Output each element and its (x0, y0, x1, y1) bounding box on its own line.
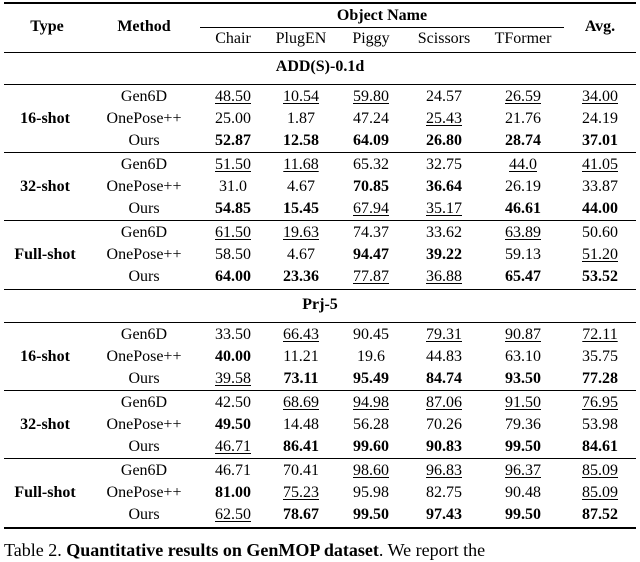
value-cell: 66.43 (283, 326, 319, 343)
value-cell: 70.41 (283, 462, 319, 479)
method-cell: OnePose++ (106, 348, 182, 365)
value-cell: 90.83 (426, 438, 462, 455)
value-cell: 4.67 (287, 178, 315, 195)
header-object-chair: Chair (215, 30, 251, 47)
rule-line (4, 289, 636, 290)
value-cell: 44.0 (509, 156, 537, 173)
value-cell: 93.50 (505, 370, 541, 387)
value-cell: 77.28 (582, 370, 618, 387)
value-cell: 85.09 (582, 484, 618, 501)
value-cell: 79.36 (505, 416, 541, 433)
header-method: Method (117, 18, 171, 35)
value-cell: 12.58 (283, 132, 319, 149)
caption-title: Quantitative results on GenMOP dataset (66, 540, 379, 560)
value-cell: 70.85 (353, 178, 389, 195)
value-cell: 37.01 (582, 132, 618, 149)
method-cell: Gen6D (120, 88, 168, 105)
value-cell: 24.57 (426, 88, 462, 105)
caption-rest: . We report the (378, 540, 486, 560)
header-object-scissors: Scissors (417, 30, 471, 47)
value-cell: 63.10 (505, 348, 541, 365)
value-cell: 11.68 (283, 156, 319, 173)
value-cell: 35.75 (582, 348, 618, 365)
header-object-piggy: Piggy (352, 30, 390, 47)
value-cell: 15.45 (283, 200, 319, 217)
value-cell: 64.09 (353, 132, 389, 149)
method-cell: Gen6D (120, 326, 168, 343)
value-cell: 82.75 (426, 484, 462, 501)
value-cell: 99.60 (353, 438, 389, 455)
method-cell: Ours (128, 268, 160, 285)
group-type-label: 32-shot (20, 178, 70, 195)
rule-line (4, 390, 636, 391)
value-cell: 54.85 (215, 200, 251, 217)
value-cell: 94.47 (353, 246, 389, 263)
rule-line (4, 2, 636, 4)
rule-line (4, 152, 636, 153)
value-cell: 36.64 (426, 178, 462, 195)
value-cell: 14.48 (283, 416, 319, 433)
value-cell: 26.19 (505, 178, 541, 195)
value-cell: 44.00 (582, 200, 618, 217)
value-cell: 25.00 (215, 110, 251, 127)
method-cell: OnePose++ (106, 246, 182, 263)
value-cell: 34.00 (582, 88, 618, 105)
value-cell: 90.48 (505, 484, 541, 501)
value-cell: 51.50 (215, 156, 251, 173)
value-cell: 86.41 (283, 438, 319, 455)
method-cell: OnePose++ (106, 110, 182, 127)
method-cell: Ours (128, 200, 160, 217)
header-object-tformer: TFormer (494, 30, 552, 47)
method-cell: Ours (128, 506, 160, 523)
value-cell: 53.52 (582, 268, 618, 285)
caption-prefix: Table 2. (4, 540, 67, 560)
value-cell: 58.50 (215, 246, 251, 263)
value-cell: 33.50 (215, 326, 251, 343)
value-cell: 59.13 (505, 246, 541, 263)
value-cell: 1.87 (287, 110, 315, 127)
value-cell: 98.60 (353, 462, 389, 479)
value-cell: 99.50 (505, 506, 541, 523)
section-title: ADD(S)-0.1d (275, 58, 365, 75)
rule-line (4, 220, 636, 221)
rule-line (4, 322, 636, 323)
method-cell: OnePose++ (106, 178, 182, 195)
value-cell: 96.83 (426, 462, 462, 479)
value-cell: 73.11 (283, 370, 319, 387)
group-type-label: Full-shot (14, 484, 76, 501)
value-cell: 19.6 (357, 348, 385, 365)
value-cell: 81.00 (215, 484, 251, 501)
method-cell: Ours (128, 438, 160, 455)
method-cell: Gen6D (120, 156, 168, 173)
method-cell: OnePose++ (106, 416, 182, 433)
value-cell: 78.67 (283, 506, 319, 523)
value-cell: 77.87 (353, 268, 389, 285)
value-cell: 41.05 (582, 156, 618, 173)
value-cell: 52.87 (215, 132, 251, 149)
value-cell: 84.74 (426, 370, 462, 387)
group-type-label: 32-shot (20, 416, 70, 433)
value-cell: 21.76 (505, 110, 541, 127)
group-type-label: 16-shot (20, 110, 70, 127)
value-cell: 75.23 (283, 484, 319, 501)
rule-line (4, 84, 636, 85)
value-cell: 62.50 (215, 506, 251, 523)
value-cell: 32.75 (426, 156, 462, 173)
value-cell: 48.50 (215, 88, 251, 105)
value-cell: 39.22 (426, 246, 462, 263)
section-title: Prj-5 (302, 296, 338, 313)
value-cell: 65.32 (353, 156, 389, 173)
value-cell: 33.62 (426, 224, 462, 241)
value-cell: 99.50 (353, 506, 389, 523)
value-cell: 70.26 (426, 416, 462, 433)
value-cell: 95.49 (353, 370, 389, 387)
method-cell: Gen6D (120, 462, 168, 479)
value-cell: 90.87 (505, 326, 541, 343)
header-avg: Avg. (584, 18, 616, 35)
value-cell: 79.31 (426, 326, 462, 343)
value-cell: 90.45 (353, 326, 389, 343)
table-caption (4, 538, 485, 562)
value-cell: 94.98 (353, 394, 389, 411)
value-cell: 87.06 (426, 394, 462, 411)
value-cell: 95.98 (353, 484, 389, 501)
value-cell: 25.43 (426, 110, 462, 127)
rule-line (4, 458, 636, 459)
value-cell: 19.63 (283, 224, 319, 241)
value-cell: 50.60 (582, 224, 618, 241)
value-cell: 40.00 (215, 348, 251, 365)
value-cell: 49.50 (215, 416, 251, 433)
value-cell: 67.94 (353, 200, 389, 217)
value-cell: 24.19 (582, 110, 618, 127)
value-cell: 23.36 (283, 268, 319, 285)
value-cell: 99.50 (505, 438, 541, 455)
header-object-plugen: PlugEN (275, 30, 327, 47)
value-cell: 26.80 (426, 132, 462, 149)
group-type-label: 16-shot (20, 348, 70, 365)
value-cell: 28.74 (505, 132, 541, 149)
value-cell: 91.50 (505, 394, 541, 411)
value-cell: 42.50 (215, 394, 251, 411)
value-cell: 68.69 (283, 394, 319, 411)
group-type-label: Full-shot (14, 246, 76, 263)
value-cell: 11.21 (283, 348, 319, 365)
value-cell: 26.59 (505, 88, 541, 105)
value-cell: 46.71 (215, 462, 251, 479)
value-cell: 84.61 (582, 438, 618, 455)
value-cell: 65.47 (505, 268, 541, 285)
method-cell: Ours (128, 132, 160, 149)
value-cell: 10.54 (283, 88, 319, 105)
value-cell: 51.20 (582, 246, 618, 263)
value-cell: 97.43 (426, 506, 462, 523)
header-object-name: Object Name (336, 7, 428, 24)
value-cell: 74.37 (353, 224, 389, 241)
rule-line (4, 527, 636, 529)
value-cell: 46.61 (505, 200, 541, 217)
value-cell: 44.83 (426, 348, 462, 365)
value-cell: 47.24 (353, 110, 389, 127)
method-cell: Ours (128, 370, 160, 387)
value-cell: 87.52 (582, 506, 618, 523)
value-cell: 72.11 (582, 326, 618, 343)
value-cell: 63.89 (505, 224, 541, 241)
value-cell: 4.67 (287, 246, 315, 263)
method-cell: Gen6D (120, 394, 168, 411)
value-cell: 64.00 (215, 268, 251, 285)
value-cell: 76.95 (582, 394, 618, 411)
value-cell: 59.80 (353, 88, 389, 105)
value-cell: 39.58 (215, 370, 251, 387)
method-cell: OnePose++ (106, 484, 182, 501)
value-cell: 33.87 (582, 178, 618, 195)
value-cell: 31.0 (219, 178, 247, 195)
rule-line (4, 52, 636, 53)
value-cell: 96.37 (505, 462, 541, 479)
header-type: Type (30, 18, 64, 35)
value-cell: 85.09 (582, 462, 618, 479)
method-cell: Gen6D (120, 224, 168, 241)
value-cell: 46.71 (215, 438, 251, 455)
value-cell: 56.28 (353, 416, 389, 433)
value-cell: 35.17 (426, 200, 462, 217)
value-cell: 61.50 (215, 224, 251, 241)
value-cell: 36.88 (426, 268, 462, 285)
value-cell: 53.98 (582, 416, 618, 433)
